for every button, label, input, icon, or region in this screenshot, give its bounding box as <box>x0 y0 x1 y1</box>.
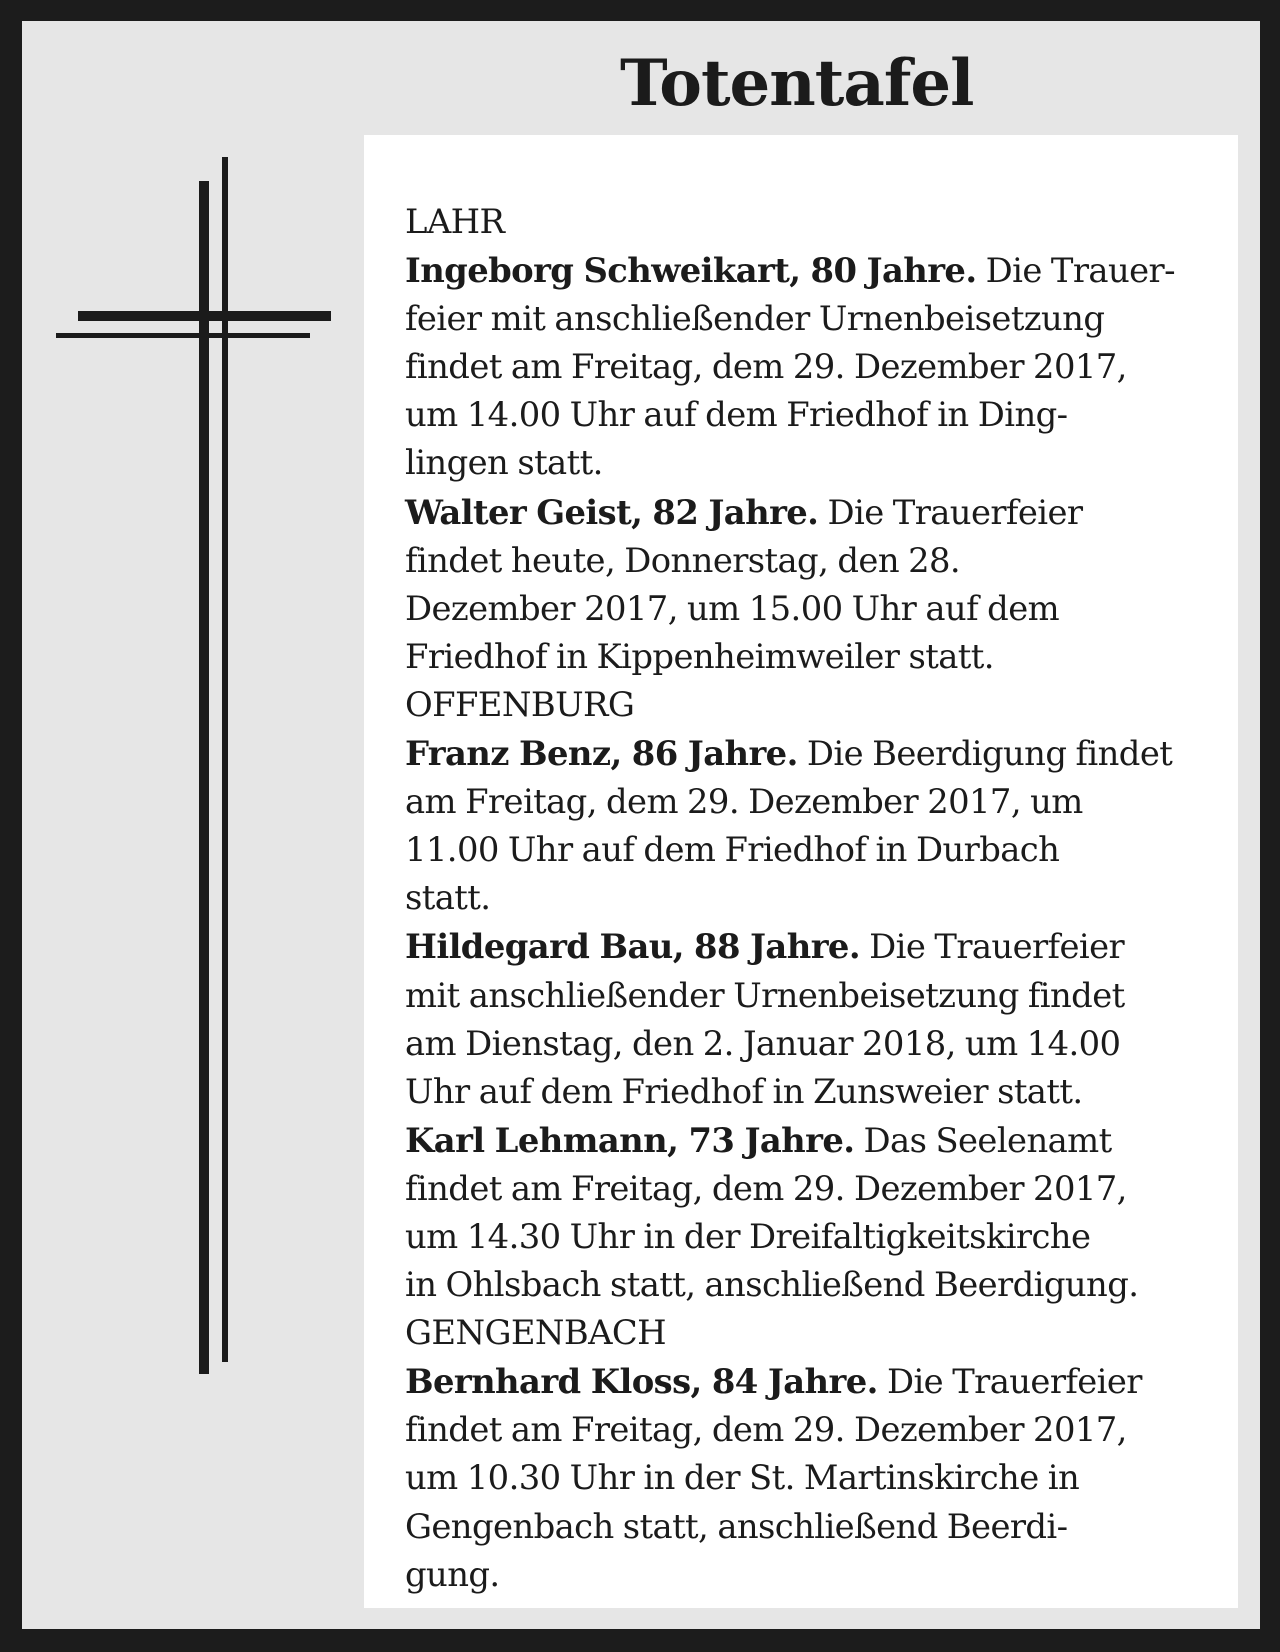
notice-text <box>405 198 1225 1599</box>
notice-line: Karl Lehmann, 73 Jahre. Das Seelenamt <box>405 1119 1112 1160</box>
notice-line: um 10.30 Uhr in der St. Martinskirche in <box>405 1458 1080 1498</box>
notice-line: findet am Freitag, dem 29. Dezember 2017, <box>405 347 1127 387</box>
notice-line: um 14.30 Uhr in der Dreifaltigkeitskirche <box>405 1216 1091 1256</box>
place-heading: LAHR <box>405 202 505 241</box>
notice-line: Dezember 2017, um 15.00 Uhr auf dem <box>405 588 1060 628</box>
place-heading: GENGENBACH <box>405 1313 667 1353</box>
notice-line: Hildegard Bau, 88 Jahre. Die Trauerfeier <box>405 926 1125 967</box>
notice-line: statt. <box>405 878 491 918</box>
deceased-name: Bernhard Kloss, 84 Jahre. <box>405 1361 878 1402</box>
notice-line: mit anschließender Urnenbeisetzung findet <box>405 975 1125 1015</box>
notice-line: findet am Freitag, dem 29. Dezember 2017, <box>405 1410 1127 1450</box>
deceased-name: Franz Benz, 86 Jahre. <box>405 733 798 774</box>
notice-line: Gengenbach statt, anschließend Beerdi- <box>405 1506 1068 1546</box>
deceased-name: Karl Lehmann, 73 Jahre. <box>405 1119 855 1160</box>
notice-line: Friedhof in Kippenheimweiler statt. <box>405 636 994 676</box>
notice-line: Franz Benz, 86 Jahre. Die Beerdigung findet <box>405 733 1173 774</box>
deceased-name: Hildegard Bau, 88 Jahre. <box>405 926 860 967</box>
page-title: Totentafel <box>620 46 974 121</box>
notice-line: 11.00 Uhr auf dem Friedhof in Durbach <box>405 830 1060 870</box>
notice-line: Bernhard Kloss, 84 Jahre. Die Trauerfeier <box>405 1361 1142 1402</box>
notice-line: gung. <box>405 1554 500 1594</box>
notice-line: am Dienstag, den 2. Januar 2018, um 14.00 <box>405 1023 1121 1063</box>
notice-line: in Ohlsbach statt, anschließend Beerdigung. <box>405 1265 1139 1305</box>
notice-line: findet am Freitag, dem 29. Dezember 2017, <box>405 1168 1127 1208</box>
notice-line: am Freitag, dem 29. Dezember 2017, um <box>405 782 1083 822</box>
deceased-name: Ingeborg Schweikart, 80 Jahre. <box>405 250 977 291</box>
notice-line: Walter Geist, 82 Jahre. Die Trauerfeier <box>405 491 1083 532</box>
notice-line: Ingeborg Schweikart, 80 Jahre. Die Trauer- <box>405 250 1175 291</box>
notice-line: lingen statt. <box>405 443 603 483</box>
notice-line: feier mit anschließender Urnenbeisetzung <box>405 299 1105 339</box>
place-heading: OFFENBURG <box>405 684 635 724</box>
notice-line: um 14.00 Uhr auf dem Friedhof in Ding- <box>405 395 1068 435</box>
notice-line: Uhr auf dem Friedhof in Zunsweier statt. <box>405 1071 1083 1111</box>
deceased-name: Walter Geist, 82 Jahre. <box>405 491 819 532</box>
notice-line: findet heute, Donnerstag, den 28. <box>405 540 961 580</box>
